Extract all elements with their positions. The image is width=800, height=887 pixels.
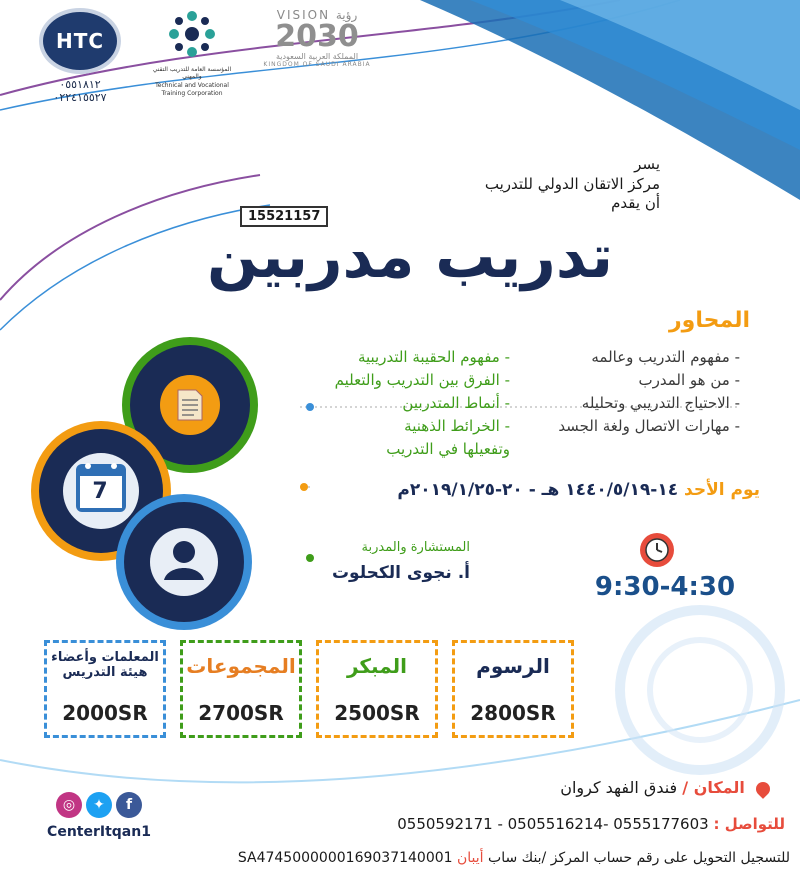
price-box-teachers [44,640,166,738]
tvtc-name-ar: المؤسسة العامة للتدريب التقني والمهني [152,66,232,81]
price-amount: 2700SR [198,701,284,725]
htc-phone: ٠٥٥١٨١٢ ٠٢٢٤١٥٥٢٧ [53,78,107,104]
axis-item: - من هو المدرب [638,371,740,389]
course-day: يوم الأحد [684,480,760,500]
axis-item: - مهارات الاتصال ولغة الجسد [558,417,740,435]
axis-item: - الفرق بين التدريب والتعليم [334,371,510,389]
clock-icon [640,533,674,567]
price-label: المجموعات [186,654,296,678]
price-amount: 2800SR [470,701,556,725]
contact-phones[interactable]: 0555177603 -0505516214 - 0550592171 [397,815,709,833]
axis-item: - الخرائط الذهنية [404,417,510,435]
document-icon [178,390,202,420]
axis-item: - مفهوم الحقيبة التدريبية [357,348,510,366]
vision-label: VISION رؤية [276,8,358,22]
price-amount: 2500SR [334,701,420,725]
avatar-circle [112,492,262,632]
tvtc-name-en: Technical and Vocational Training Corporation [155,82,229,97]
price-box-early [316,640,438,738]
location [430,778,770,797]
course-date-value: ١٤-١٤٤٠/٥/١٩ هـ - ٢٠-٢٠١٩/١/٢٥م [397,480,679,500]
facebook-icon[interactable]: f [116,792,142,818]
bank-iban-label: أيبان [457,850,484,866]
vision-country-en: KINGDOM OF SAUDI ARABIA [263,61,371,68]
axes-list-right [540,346,740,438]
instagram-icon[interactable]: ◎ [56,792,82,818]
contact-label: للتواصل : [713,815,785,833]
tvtc-emblem-icon [166,8,218,60]
htc-logo [36,8,124,104]
bank-iban: SA4745000000169037140001 [237,850,453,866]
htc-logo-circle [39,8,121,74]
price-box-fees [452,640,574,738]
price-label: المبكر [346,654,407,678]
social-handle[interactable]: CenterItqan1 [47,824,151,840]
price-amount: 2000SR [62,701,148,725]
course-date [310,480,760,500]
location-label: المكان / [682,778,745,797]
axes-list-left [310,346,510,461]
price-box-groups [180,640,302,738]
axes-heading: المحاور [668,308,750,333]
htc-logo-text: HTC [55,29,105,53]
location-value: فندق الفهد كروان [560,778,678,797]
vision-year: 2030 [275,19,359,54]
axis-item: - الاحتياج التدريبي وتحليله [581,394,740,412]
intro-line-3: أن يقدم [611,194,660,212]
twitter-icon[interactable]: ✦ [86,792,112,818]
trainer-name: أ. نجوى الكحلوت [331,563,470,583]
intro-line-2: مركز الاتقان الدولي للتدريب [484,174,660,193]
course-code: 15521157 [240,206,328,227]
bank-text: للتسجيل التحويل على رقم حساب المركز /بنك ساب [488,850,790,866]
vision-country-ar: المملكة العربية السعودية [275,52,359,61]
axis-item: - مفهوم التدريب وعالمه [591,348,740,366]
price-label: المعلمات وأعضاء هيئة التدريس [51,650,159,680]
bank-info [110,850,790,866]
intro-line-1: يسر [634,155,660,173]
course-time: 9:30-4:30 [594,572,736,602]
trainer-role: المستشارة والمدربة [361,540,470,555]
location-pin-icon [753,779,773,799]
tvtc-logo [152,8,232,97]
axis-item: - أنماط المتدربين [402,394,510,412]
intro-text [360,155,660,214]
contact [340,815,785,833]
price-label: الرسوم [476,654,550,678]
calendar-number: 7 [92,479,108,504]
social-media [44,792,154,840]
course-title: تدريب مدربين [206,222,614,292]
axis-item: وتفعيلها في التدريب [386,440,510,458]
vision-2030-logo [262,8,372,68]
